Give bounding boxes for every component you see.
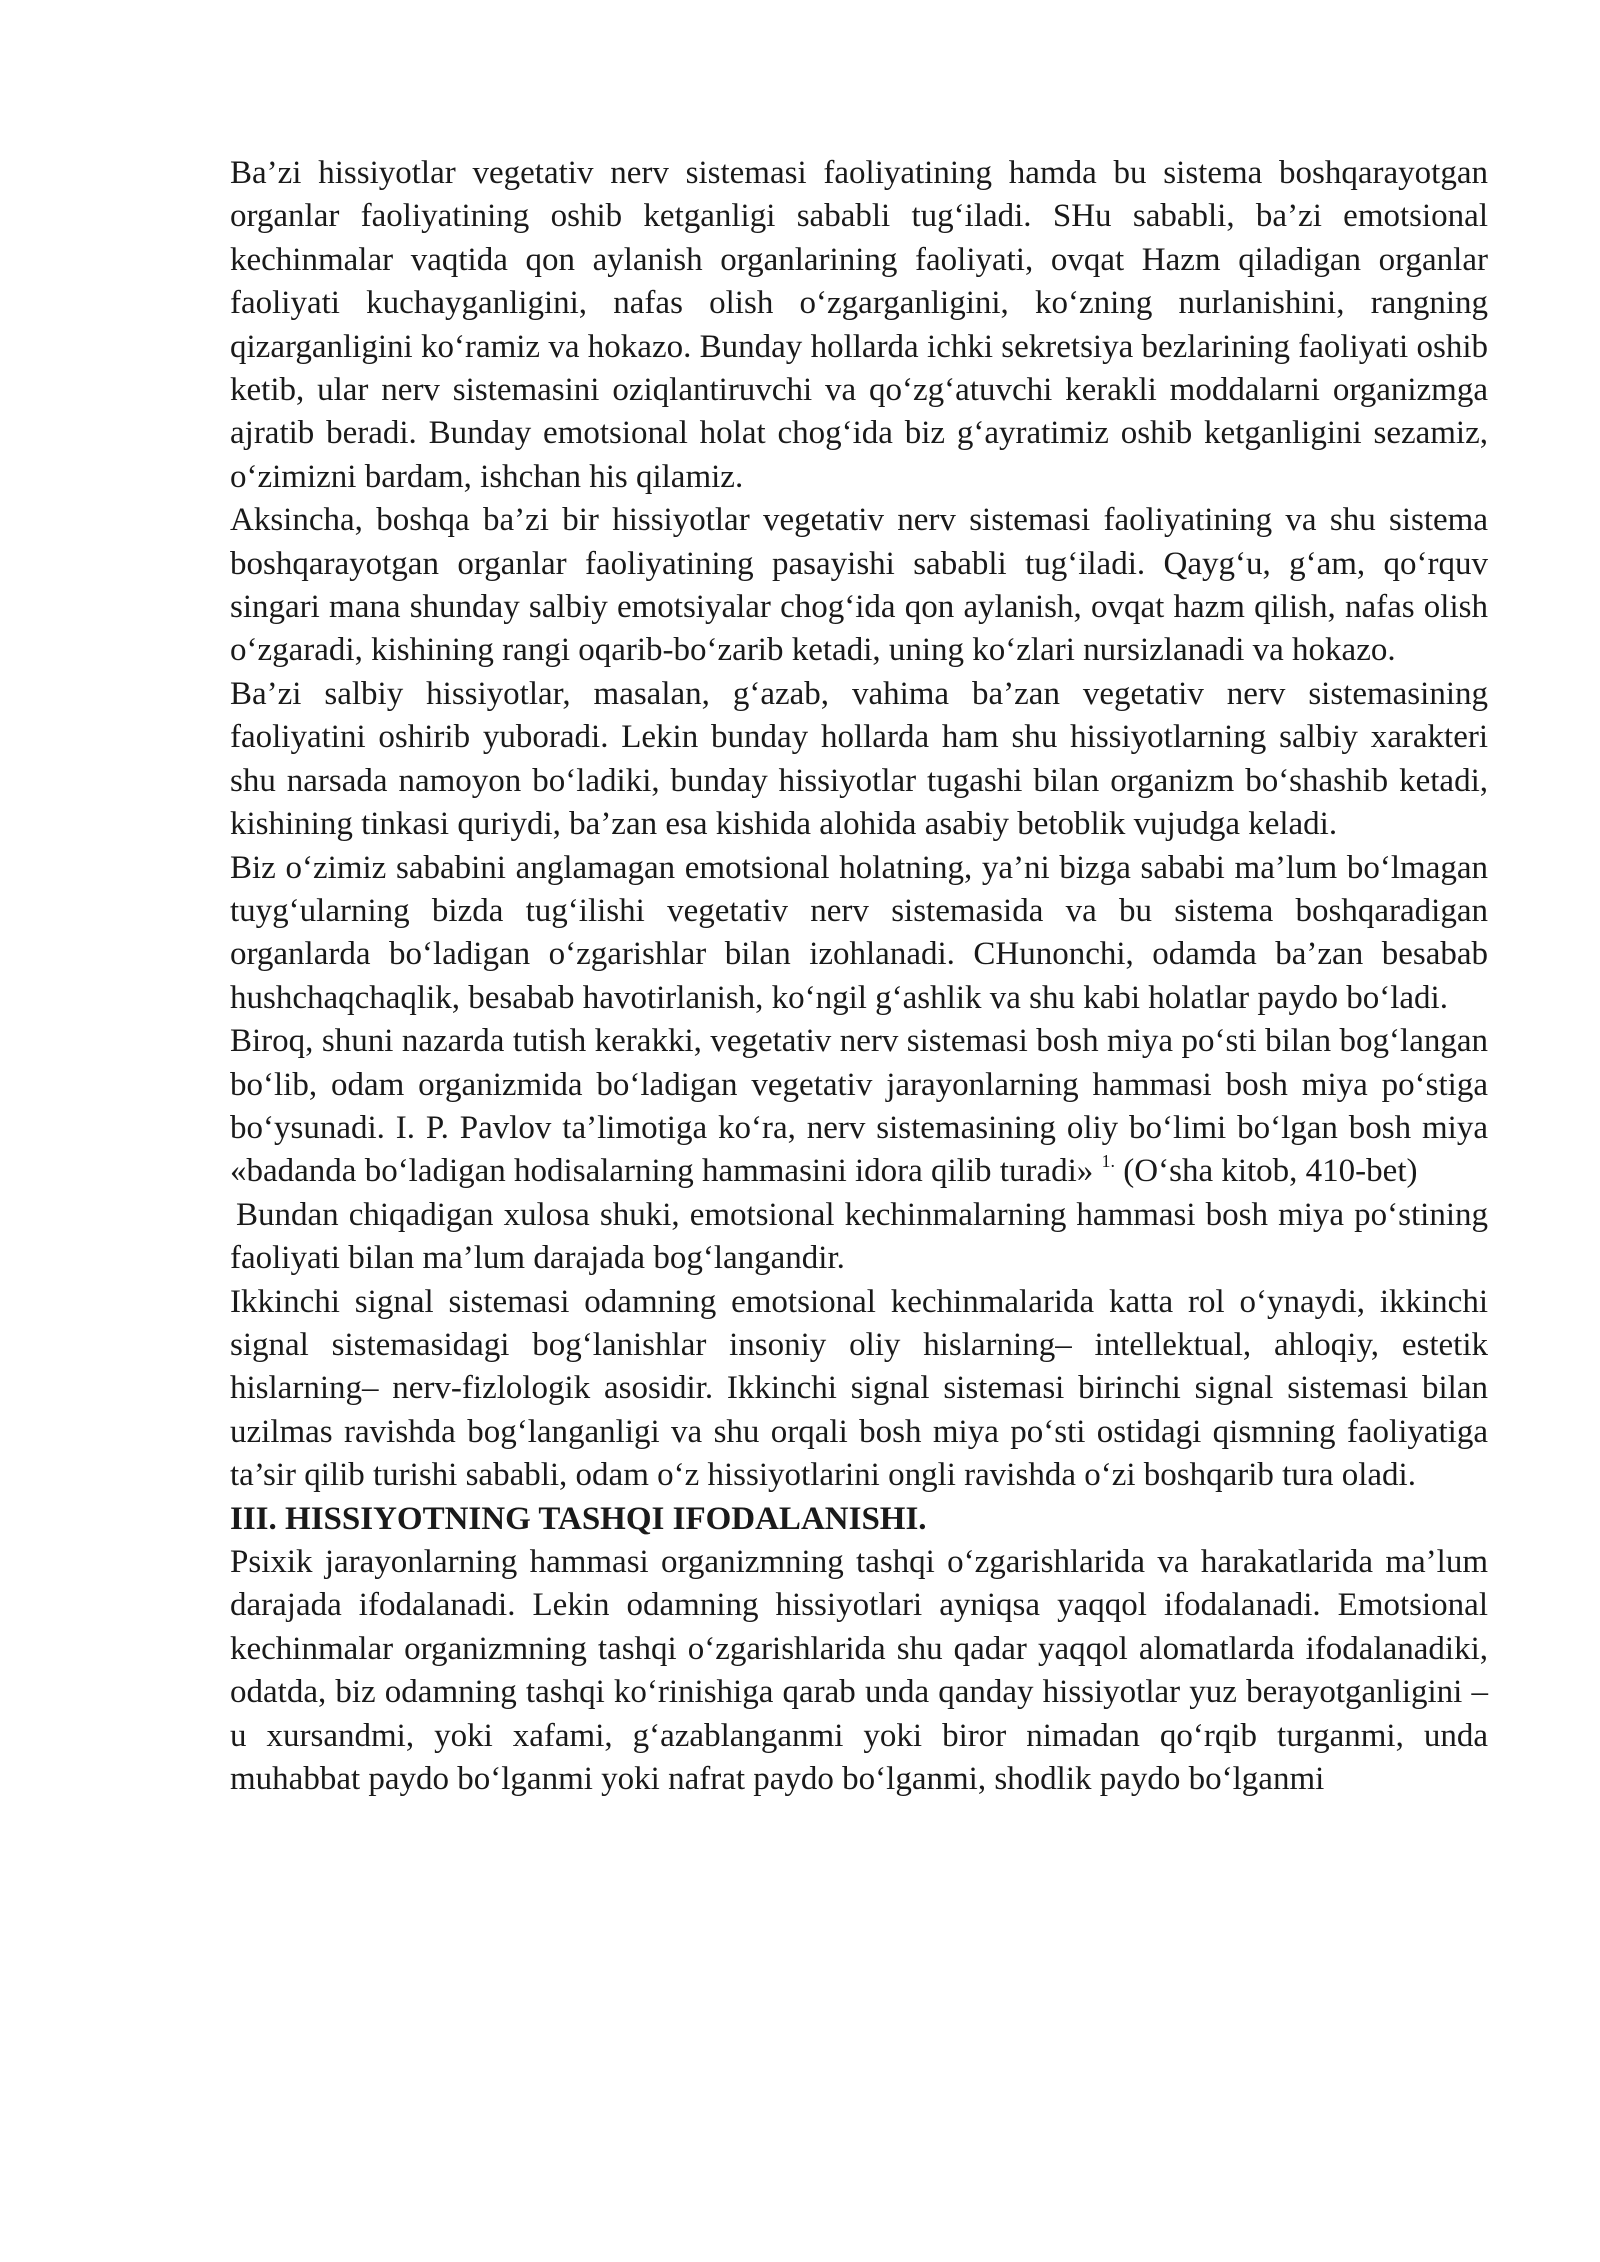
paragraph-expression: Psixik jarayonlarning hammasi organizmning tashqi o‘zgarishlarida va harakatlarida ma’lum darajada ifodalanadi. Lekin odamning hissiyotlari ayniqsa yaqqol ifodalanadi. Emotsional kechinmalar organizmning tashqi o‘zgarishlarida shu qadar yaqqol alomatlarda ifodalanadiki, odatda, biz odamning tashqi ko‘rinishiga qarab unda qanday hissiyotlar yuz berayotganligini – u xursandmi, yoki xafami, g‘azablanganmi yoki biror nimadan qo‘rqib turganmi, unda muhabbat paydo bo‘lganmi yoki nafrat paydo bo‘lganmi, shodlik paydo bo‘lganmi — [230, 1544, 1488, 1798]
paragraph-second-signal: Ikkinchi signal sistemasi odamning emotsional kechinmalarida katta rol o‘ynaydi, ikkinchi signal sistemasidagi bog‘lanishlar insoniy oliy hislarning– intellektual, ahloqiy, estetik hislarning– nerv-fizlologik asosidir. Ikkinchi signal sistemasi birinchi signal sistemasi bilan uzilmas ravishda bog‘langanligi va shu orqali bosh miya po‘sti ostidagi qismning faoliyatiga ta’sir qilib turishi sababli, odam o‘z hissiyotlarini ongli ravishda o‘zi boshqarib tura oladi. — [230, 1283, 1488, 1494]
paragraph-pavlov — [230, 1020, 1488, 1194]
paragraph-unconscious-states: Biz o‘zimiz sababini anglamagan emotsional holatning, ya’ni bizga sababi ma’lum bo‘lmagan tuyg‘ularning bizda tug‘ilishi vegetativ nerv sistemasida va bu sistema boshqaradigan organlarda bo‘ladigan o‘zgarishlar bilan izohlanadi. CHunonchi, odamda ba’zan besabab hushchaqchaqlik, besabab havotirlanish, ko‘ngil g‘ashlik va shu kabi holatlar paydo bo‘ladi. — [230, 849, 1488, 1016]
paragraph-vegetative-increase: Ba’zi hissiyotlar vegetativ nerv sistemasi faoliyatining hamda bu sistema boshqarayotgan organlar faoliyatining oshib ketganligi sababli tug‘iladi. SHu sababli, ba’zi emotsional kechinmalar vaqtida qon aylanish organlarining faoliyati, ovqat Hazm qiladigan organlar faoliyati kuchayganligini, nafas olish o‘zgarganligini, ko‘zning nurlanishini, rangning qizarganligini ko‘ramiz va hokazo. Bunday hollarda ichki sekretsiya bezlarining faoliyati oshib ketib, ular nerv sistemasini oziqlantiruvchi va qo‘zg‘atuvchi kerakli moddalarni organizmga ajratib beradi. Bunday emotsional holat chog‘ida biz g‘ayratimiz oshib ketganligini sezamiz, o‘zimizni bardam, ishchan his qilamiz. — [230, 155, 1488, 495]
pavlov-text: Biroq, shuni nazarda tutish kerakki, vegetativ nerv sistemasi bosh miya po‘sti bilan bog‘langan bo‘lib, odam organizmida bo‘ladigan vegetativ jarayonlarning hammasi bosh miya po‘stiga bo‘ysunadi. I. P. Pavlov ta’limotiga ko‘ra, nerv sistemasining oliy bo‘limi bo‘lgan bosh miya «badanda bo‘ladigan hodisalarning hammasini idora qilib turadi» — [230, 1023, 1488, 1190]
source-reference: (O‘sha kitob, 410-bet) — [1115, 1153, 1418, 1190]
paragraph-vegetative-decrease: Aksincha, boshqa ba’zi bir hissiyotlar vegetativ nerv sistemasi faoliyatining va shu sistema boshqarayotgan organlar faoliyatining pasayishi sababli tug‘iladi. Qayg‘u, g‘am, qo‘rquv singari mana shunday salbiy emotsiyalar chog‘ida qon aylanish, ovqat hazm qilish, nafas olish o‘zgaradi, kishining rangi oqarib-bo‘zarib ketadi, uning ko‘zlari nursizlanadi va hokazo. — [230, 502, 1488, 669]
paragraph-conclusion: Bundan chiqadigan xulosa shuki, emotsional kechinmalarning hammasi bosh miya po‘stining faoliyati bilan ma’lum darajada bog‘langandir. — [230, 1196, 1488, 1277]
footnote-mark: 1. — [1101, 1151, 1116, 1172]
section-heading: III. HISSIYOTNING TASHQI IFODALANISHI. — [230, 1500, 927, 1537]
paragraph-negative-emotions: Ba’zi salbiy hissiyotlar, masalan, g‘azab, vahima ba’zan vegetativ nerv sistemasining faoliyatini oshirib yuboradi. Lekin bunday hollarda ham shu hissiyotlarning salbiy xarakteri shu narsada namoyon bo‘ladiki, bunday hissiyotlar tugashi bilan organizm bo‘shashib ketadi, kishining tinkasi quriydi, ba’zan esa kishida alohida asabiy betoblik vujudga keladi. — [230, 675, 1488, 843]
document-page — [230, 152, 1488, 1801]
